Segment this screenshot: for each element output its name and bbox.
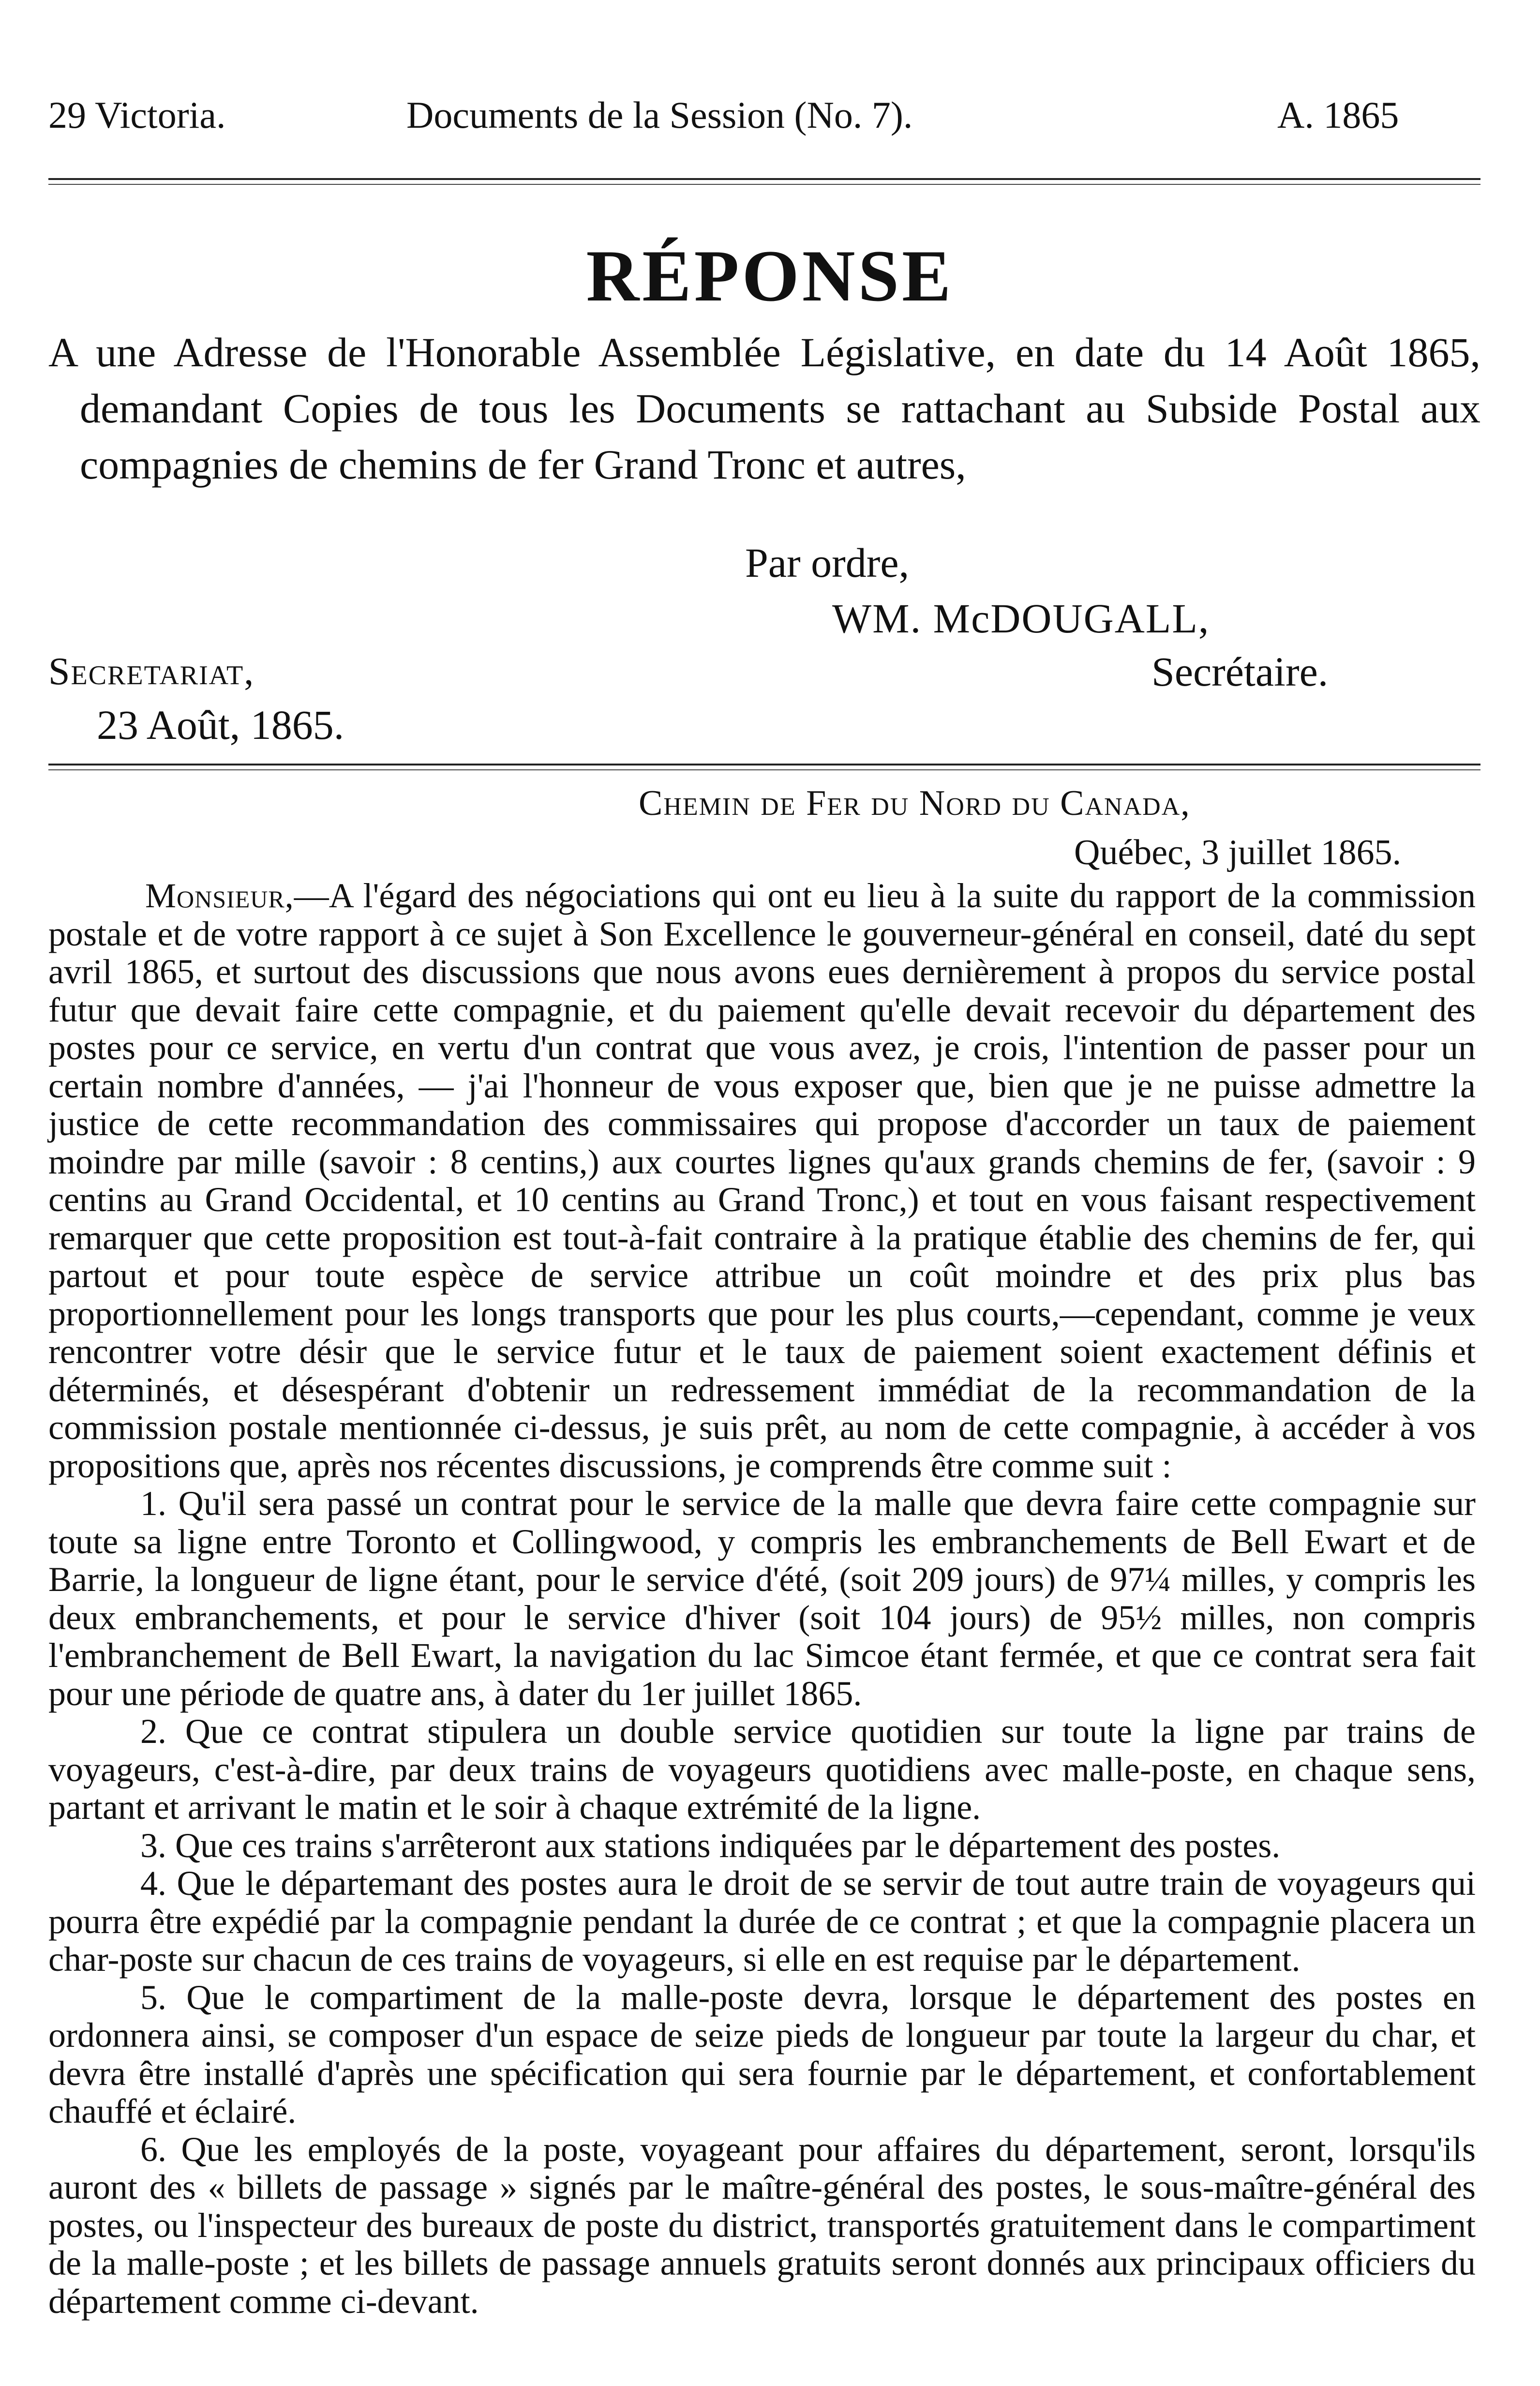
letter-intro [48,877,1476,1485]
intro-text: —A l'égard des négociations qui ont eu lieu à la suite du rapport de la commission postale et de votre rapport à ce sujet à Son Excellence le gouverneur-général en conseil, daté du sept avril 1865, et surtout des discussions que nous avons eues dernièrement à propos du service postal futur que devait faire cette compagnie, et du paiement qu'elle devait recevoir du département des postes pour ce service, en vertu d'un contrat que vous avez, je crois, l'intention de passer pour un certain nombre d'années, — j'ai l'honneur de vous exposer que, bien que je ne puisse admettre la justice de cette recommandation des commissaires qui propose d'accorder un taux de paiement moindre par mille (savoir : 8 centins,) aux courtes lignes qu'aux grands chemins de fer, (savoir : 9 centins au Grand Occidental, et 10 centins au Grand Tronc,) et tout en vous faisant respectivement remarquer que cette proposition est tout-à-fait contraire à la pratique établie des chemins de fer, qui partout et pour toute espèce de service attribue un coût moindre et des prix plus bas proportionnellement pour les longs transports que pour les plus courts,—cependant, comme je veux rencontrer votre désir que le service futur et le taux de paiement soient exactement définis et déterminés, et désespérant d'obtenir un redressement immédiat de la recommandation de la commission postale mentionnée ci-dessus, je suis prêt, au nom de cette compagnie, à accéder à vos propositions que, après nos récentes discussions, je comprends être comme suit : [48,876,1476,1485]
section-rule-top [48,764,1480,765]
list-item: 4. Que le départemant des postes aura le droit de se servir de tout autre train de voyageurs qui pourra être expédié par la compagnie pendant la durée de ce contrat ; et que la compagnie placera un char-poste sur chacun de ces trains de voyageurs, si elle en est requise par le département. [48,1864,1476,1979]
header-right: A. 1865 [1277,94,1399,136]
secretariat-label: Secretariat, [48,650,255,693]
par-ordre: Par ordre, [745,540,910,586]
header-left: 29 Victoria. [48,94,226,136]
header-rule-bottom [48,184,1480,185]
signer-office: Secrétaire. [1151,648,1329,695]
secretariat-date: 23 Août, 1865. [97,702,344,748]
letter-place-date: Québec, 3 juillet 1865. [1074,833,1402,872]
list-item: 5. Que le compartiment de la malle-poste devra, lorsque le département des postes en ordonnera ainsi, se composer d'un espace de seize pieds de longueur par toute la largeur du char, et devra être installé d'après une spécification qui sera fournie par le département, et confortablement chauffé et éclairé. [48,1978,1476,2131]
address-text: A une Adresse de l'Honorable Assemblée Législative, en date du 14 Août 1865, demandant Copies de tous les Documents se rattachant au Subside Postal aux compagnies de chemins de fer Grand Tronc et autres, [48,329,1480,488]
salutation: Monsieur, [145,876,294,915]
letter-heading: Chemin de Fer du Nord du Canada, [639,783,1191,823]
running-header [0,86,1540,144]
header-rule-top [48,178,1480,180]
section-rule-bottom [48,769,1480,770]
letter-body [48,877,1476,2320]
page-title: RÉPONSE [586,235,954,316]
list-item: 1. Qu'il sera passé un contrat pour le service de la malle que devra faire cette compagnie sur toute sa ligne entre Toronto et Collingwood, y compris les embranchements de Bell Ewart et de Barrie, la longueur de ligne étant, pour le service d'été, (soit 209 jours) de 97¼ milles, y compris les deux embranchements, et pour le service d'hiver (soit 104 jours) de 95½ milles, non compris l'embranchement de Bell Ewart, la navigation du lac Simcoe étant fermée, et que ce contrat sera fait pour une période de quatre ans, à dater du 1er juillet 1865. [48,1484,1476,1713]
header-center: Documents de la Session (No. 7). [406,94,913,136]
list-item: 2. Que ce contrat stipulera un double service quotidien sur toute la ligne par trains de voyageurs, c'est-à-dire, par deux trains de voyageurs quotidiens avec malle-poste, en chaque sens, partant et arrivant le matin et le soir à chaque extrémité de la ligne. [48,1712,1476,1827]
signer-name: WM. McDOUGALL, [832,595,1210,642]
address-paragraph [48,324,1480,493]
list-item: 6. Que les employés de la poste, voyageant pour affaires du département, seront, lorsqu'ils auront des « billets de passage » signés par le maître-général des postes, le sous-maître-général des postes, ou l'inspecteur des bureaux de poste du district, transportés gratuitement dans le compartiment de la malle-poste ; et les billets de passage annuels gratuits seront donnés aux principaux officiers du département comme ci-devant. [48,2130,1476,2321]
list-item: 3. Que ces trains s'arrêteront aux stations indiquées par le département des postes. [140,1826,1281,1865]
